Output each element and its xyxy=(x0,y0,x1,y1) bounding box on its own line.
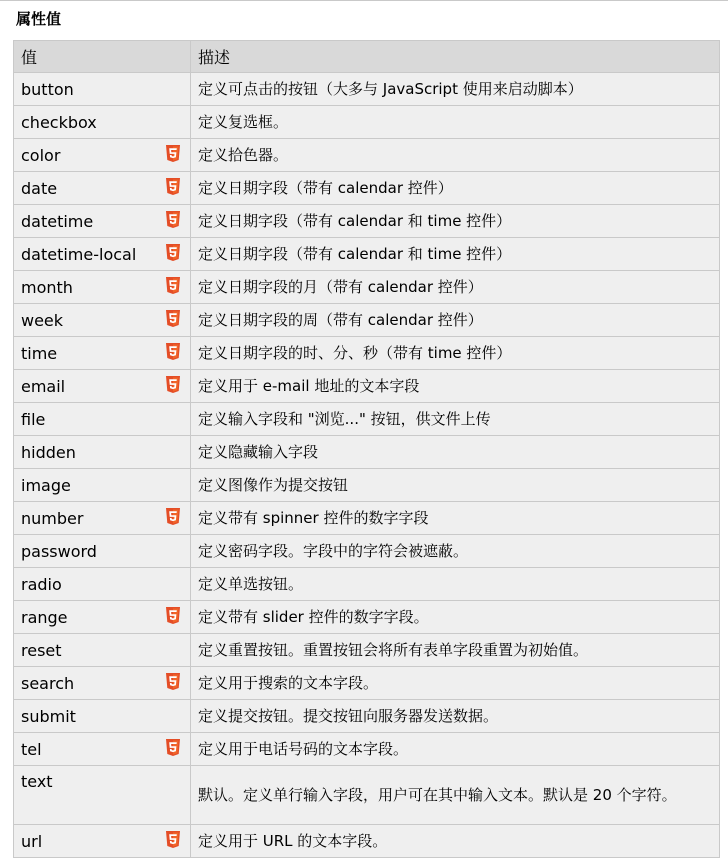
value-cell xyxy=(14,825,191,858)
table-row xyxy=(14,139,720,172)
table-row xyxy=(14,436,720,469)
html5-icon xyxy=(166,831,180,849)
html5-icon xyxy=(166,343,180,361)
table-row xyxy=(14,172,720,205)
table-row xyxy=(14,238,720,271)
table-row xyxy=(14,502,720,535)
value-text: radio xyxy=(21,574,62,594)
top-divider xyxy=(0,0,728,1)
header-value: 值 xyxy=(14,41,191,73)
description-cell: 定义带有 spinner 控件的数字字段 xyxy=(191,502,720,535)
value-text: search xyxy=(21,673,75,693)
description-cell: 定义图像作为提交按钮 xyxy=(191,469,720,502)
value-cell xyxy=(14,139,191,172)
header-description: 描述 xyxy=(191,41,720,73)
html5-icon xyxy=(166,244,180,262)
value-text: color xyxy=(21,145,61,165)
table-row xyxy=(14,733,720,766)
table-header-row xyxy=(14,41,720,73)
table-row xyxy=(14,304,720,337)
value-text: datetime-local xyxy=(21,244,137,264)
description-cell: 定义用于电话号码的文本字段。 xyxy=(191,733,720,766)
section-title: 属性值 xyxy=(16,10,62,28)
value-text: range xyxy=(21,607,68,627)
description-cell: 定义用于 URL 的文本字段。 xyxy=(191,825,720,858)
table-row xyxy=(14,73,720,106)
table-row xyxy=(14,535,720,568)
html5-icon xyxy=(166,607,180,625)
html5-icon xyxy=(166,310,180,328)
value-cell xyxy=(14,601,191,634)
description-cell: 默认。定义单行输入字段，用户可在其中输入文本。默认是 20 个字符。 xyxy=(191,766,720,825)
value-cell xyxy=(14,205,191,238)
value-text: week xyxy=(21,310,64,330)
value-text: password xyxy=(21,541,97,561)
description-cell: 定义提交按钮。提交按钮向服务器发送数据。 xyxy=(191,700,720,733)
description-cell: 定义日期字段（带有 calendar 和 time 控件） xyxy=(191,238,720,271)
value-text: checkbox xyxy=(21,112,97,132)
value-cell xyxy=(14,370,191,403)
value-text: tel xyxy=(21,739,42,759)
value-cell xyxy=(14,667,191,700)
description-cell: 定义输入字段和 "浏览..." 按钮，供文件上传 xyxy=(191,403,720,436)
value-cell xyxy=(14,766,191,825)
value-text: hidden xyxy=(21,442,76,462)
value-text: url xyxy=(21,831,43,851)
description-cell: 定义日期字段（带有 calendar 和 time 控件） xyxy=(191,205,720,238)
value-cell xyxy=(14,304,191,337)
description-cell: 定义用于搜索的文本字段。 xyxy=(191,667,720,700)
table-row xyxy=(14,205,720,238)
value-cell xyxy=(14,403,191,436)
value-cell xyxy=(14,568,191,601)
value-text: month xyxy=(21,277,73,297)
description-cell: 定义拾色器。 xyxy=(191,139,720,172)
description-cell: 定义可点击的按钮（大多与 JavaScript 使用来启动脚本） xyxy=(191,73,720,106)
value-cell xyxy=(14,436,191,469)
html5-icon xyxy=(166,673,180,691)
value-cell xyxy=(14,700,191,733)
value-text: file xyxy=(21,409,46,429)
table-row xyxy=(14,601,720,634)
description-cell: 定义日期字段的时、分、秒（带有 time 控件） xyxy=(191,337,720,370)
description-cell: 定义单选按钮。 xyxy=(191,568,720,601)
value-text: text xyxy=(21,772,53,791)
html5-icon xyxy=(166,178,180,196)
html5-icon xyxy=(166,277,180,295)
table-row xyxy=(14,667,720,700)
table-row xyxy=(14,370,720,403)
description-cell: 定义复选框。 xyxy=(191,106,720,139)
html5-icon xyxy=(166,739,180,757)
table-body xyxy=(14,73,720,858)
html5-icon xyxy=(166,211,180,229)
value-cell xyxy=(14,469,191,502)
description-cell: 定义日期字段（带有 calendar 控件） xyxy=(191,172,720,205)
html5-icon xyxy=(166,145,180,163)
value-cell xyxy=(14,73,191,106)
table-row xyxy=(14,766,720,825)
value-cell xyxy=(14,634,191,667)
description-cell: 定义日期字段的周（带有 calendar 控件） xyxy=(191,304,720,337)
description-cell: 定义用于 e-mail 地址的文本字段 xyxy=(191,370,720,403)
value-cell xyxy=(14,238,191,271)
value-text: email xyxy=(21,376,66,396)
table-row xyxy=(14,469,720,502)
value-cell xyxy=(14,535,191,568)
value-text: date xyxy=(21,178,58,198)
table-row xyxy=(14,568,720,601)
attribute-values-table xyxy=(13,40,720,858)
table-row xyxy=(14,700,720,733)
value-cell xyxy=(14,337,191,370)
value-cell xyxy=(14,502,191,535)
html5-icon xyxy=(166,376,180,394)
description-cell: 定义重置按钮。重置按钮会将所有表单字段重置为初始值。 xyxy=(191,634,720,667)
value-text: datetime xyxy=(21,211,94,231)
value-text: image xyxy=(21,475,71,495)
value-text: reset xyxy=(21,640,62,660)
table-row xyxy=(14,634,720,667)
description-cell: 定义密码字段。字段中的字符会被遮蔽。 xyxy=(191,535,720,568)
value-text: button xyxy=(21,79,74,99)
value-cell xyxy=(14,172,191,205)
html5-icon xyxy=(166,508,180,526)
value-cell xyxy=(14,271,191,304)
value-text: time xyxy=(21,343,58,363)
value-cell xyxy=(14,106,191,139)
description-cell: 定义隐藏输入字段 xyxy=(191,436,720,469)
description-cell: 定义日期字段的月（带有 calendar 控件） xyxy=(191,271,720,304)
value-cell xyxy=(14,733,191,766)
value-text: number xyxy=(21,508,84,528)
description-cell: 定义带有 slider 控件的数字字段。 xyxy=(191,601,720,634)
table-row xyxy=(14,337,720,370)
table-row xyxy=(14,271,720,304)
table-row xyxy=(14,825,720,858)
value-text: submit xyxy=(21,706,76,726)
table-row xyxy=(14,106,720,139)
table-row xyxy=(14,403,720,436)
